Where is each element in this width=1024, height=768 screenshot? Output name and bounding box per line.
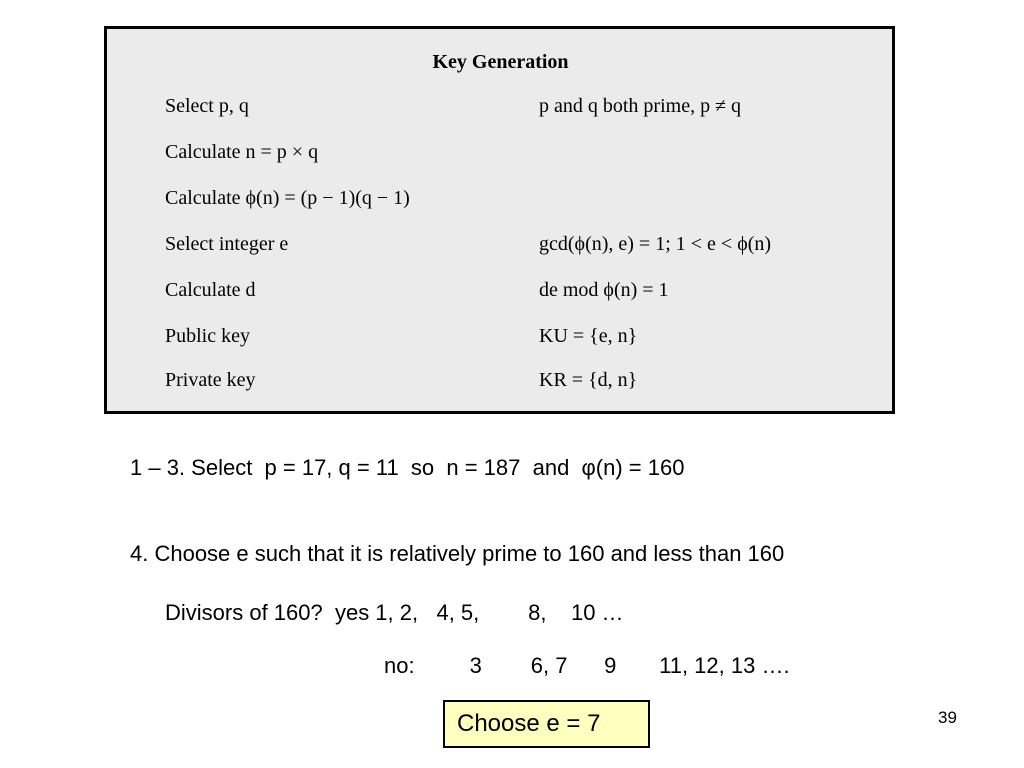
condition-label: KR = {d, n}: [539, 369, 638, 391]
condition-label: de mod ϕ(n) = 1: [539, 279, 669, 301]
step-label: Calculate ϕ(n) = (p − 1)(q − 1): [165, 187, 410, 209]
table-title: Key Generation: [432, 51, 569, 73]
step-4-text: 4. Choose e such that it is relatively prime to 160 and less than 160: [130, 541, 785, 566]
table-row: [107, 233, 892, 259]
table-row: [107, 369, 892, 395]
step-label: Public key: [165, 325, 250, 347]
divisors-yes-text: Divisors of 160? yes 1, 2, 4, 5, 8, 10 …: [165, 600, 624, 625]
step-label: Calculate d: [165, 279, 256, 301]
condition-label: gcd(ϕ(n), e) = 1; 1 < e < ϕ(n): [539, 233, 772, 255]
key-generation-table: [104, 26, 895, 414]
table-row: [107, 95, 892, 121]
table-row: [107, 325, 892, 351]
table-row: [107, 187, 892, 213]
condition-label: KU = {e, n}: [539, 325, 638, 347]
step-label: Private key: [165, 369, 256, 391]
step-label: Select integer e: [165, 233, 289, 255]
step-label: Select p, q: [165, 95, 249, 117]
divisors-no-text: no: 3 6, 7 9 11, 12, 13 ….: [384, 653, 790, 678]
step-1-3-text: 1 – 3. Select p = 17, q = 11 so n = 187 and φ(n) = 160: [130, 455, 685, 480]
step-label: Calculate n = p × q: [165, 141, 319, 163]
condition-label: p and q both prime, p ≠ q: [539, 95, 742, 117]
table-row: [107, 141, 892, 167]
page-number: 39: [938, 708, 957, 727]
choose-e-box: Choose e = 7: [443, 700, 650, 748]
table-row: [107, 279, 892, 305]
